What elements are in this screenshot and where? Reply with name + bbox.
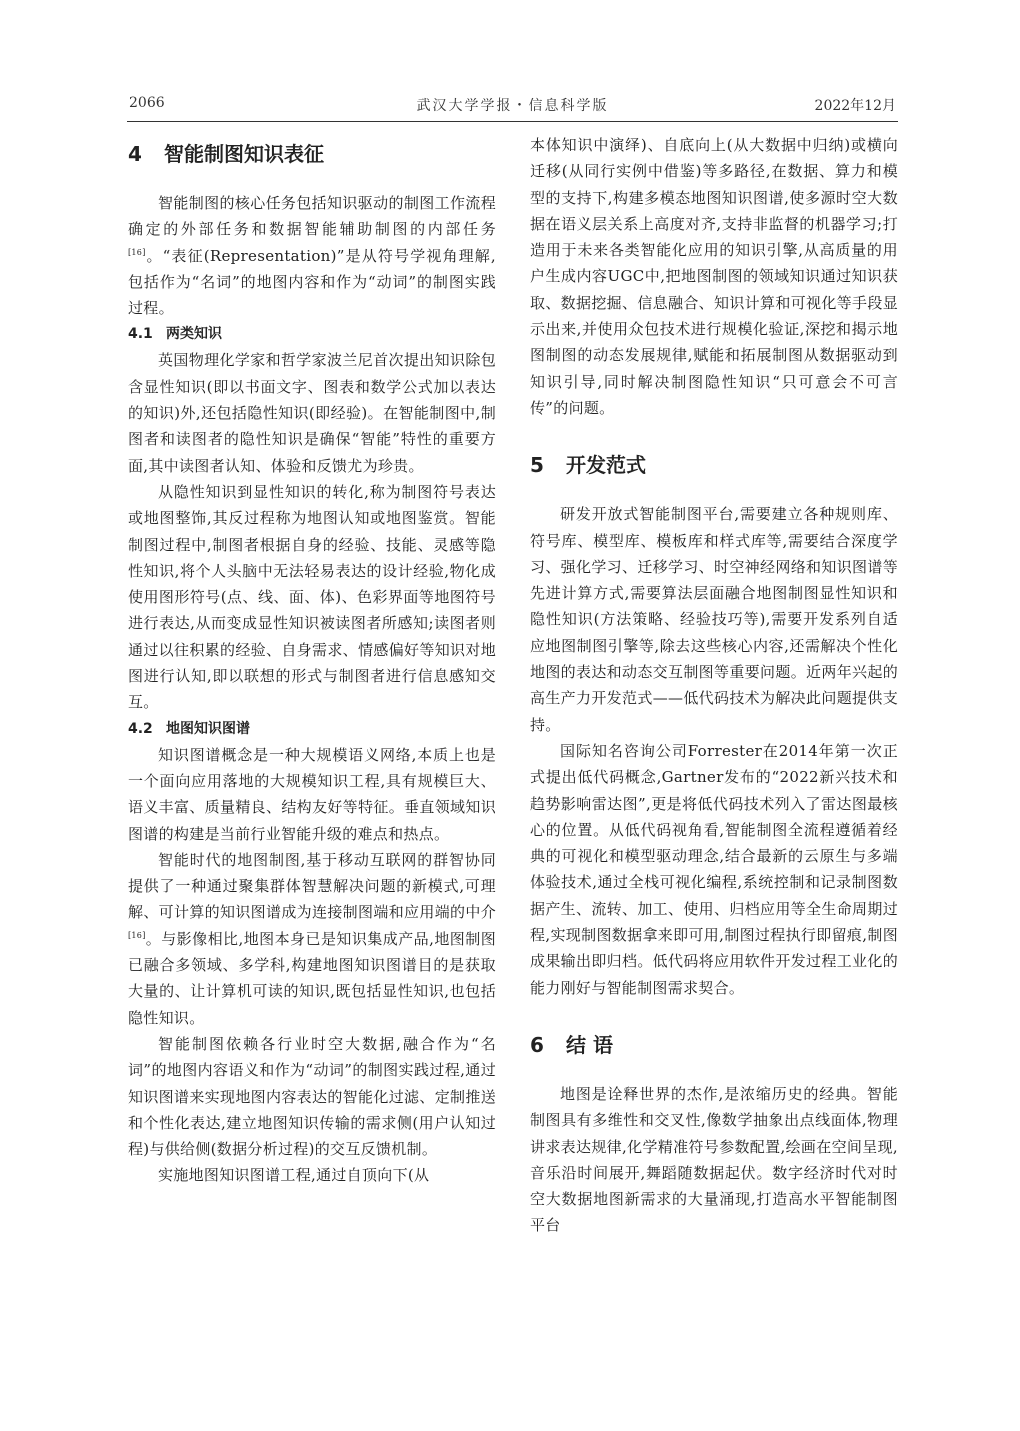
section-number: 6 [530,1032,544,1057]
section-title: 结 语 [566,1032,613,1057]
subsection-title: 两类知识 [166,326,222,343]
paragraph: 知识图谱概念是一种大规模语义网络,本质上也是一个面向应用落地的大规模知识工程,具有规模巨大、语义丰富、质量精良、结构友好等特征。垂直领域知识图谱的构建是当前行业智能升级的难点和热点。 [128,745,496,843]
subsection-title: 地图知识图谱 [166,720,250,737]
citation: [16] [128,247,146,257]
paragraph: 实施地图知识图谱工程,通过自顶向下(从 [158,1166,430,1185]
paragraph: 从隐性知识到显性知识的转化,称为制图符号表达或地图整饰,其反过程称为地图认知或地图鉴赏。智能制图过程中,制图者根据自身的经验、技能、灵感等隐性知识,将个人头脑中无法轻易表达的设计经验,物化成使用图形符号(点、线、面、体)、色彩界面等地图符号进行表达,从而变成显性知识被读图者所感知;读图者则通过以往积累的经验、自身需求、情感偏好等知识对地图进行认知,即以联想的形式与制图者进行信息感知交互。 [128,482,496,712]
paragraph: 地图是诠释世界的杰作,是浓缩历史的经典。智能制图具有多维性和交叉性,像数学抽象出点线面体,物理讲求表达规律,化学精准符号参数配置,绘画在空间呈现,音乐沿时间展开,舞蹈随数据起伏。数字经济时代对时空大数据地图新需求的大量涌现,打造高水平智能制图平台 [530,1084,898,1235]
subsection-number: 4.2 [128,720,153,737]
section-heading [530,443,898,487]
section-heading [128,132,496,176]
subsection-number: 4.1 [128,326,153,343]
page-number: 2066 [129,95,165,111]
right-column [530,132,898,1239]
subsection-heading [128,716,496,742]
left-column [128,132,496,1189]
issue-date: 2022年12月 [814,98,896,114]
paragraph: 智能制图依赖各行业时空大数据,融合作为“名词”的地图内容语义和作为“动词”的制图实践过程,通过知识图谱来实现地图内容表达的智能化过滤、定制推送和个性化表达,建立地图知识传输的需求侧(用户认知过程)与供给侧(数据分析过程)的交互反馈机制。 [128,1034,496,1159]
section-number: 4 [128,142,142,166]
paragraph: 研发开放式智能制图平台,需要建立各种规则库、符号库、模型库、模板库和样式库等,需要结合深度学习、强化学习、迁移学习、时空神经网络和知识图谱等先进计算方式,需要算法层面融合地图制图显性知识和隐性知识(方法策略、经验技巧等),需要开发系列自适应地图制图引擎等,除去这些核心内容,还需解决个性化地图的表达和动态交互制图等重要问题。近两年兴起的高生产力开发范式——低代码技术为解决此问题提供支持。 [530,505,898,734]
paragraph: 本体知识中演绎)、自底向上(从大数据中归纳)或横向迁移(从同行实例中借鉴)等多路径,在数据、算力和模型的支持下,构建多模态地图知识图谱,使多源时空大数据在语义层关系上高度对齐,支持非监督的机器学习;打造用于未来各类智能化应用的知识引擎,从高质量的用户生成内容UGC中,把地图制图的领域知识通过知识获取、数据挖掘、信息融合、知识计算和可视化等手段显示出来,并使用众包技术进行规模化验证,深挖和揭示地图制图的动态发展规律,赋能和拓展制图从数据驱动到知识引导,同时解决制图隐性知识“只可意会不可言传”的问题。 [530,136,898,417]
section-title: 开发范式 [566,453,646,478]
section-heading [530,1023,898,1067]
paragraph: 英国物理化学家和哲学家波兰尼首次提出知识除包含显性知识(即以书面文字、图表和数学公式加以表达的知识)外,还包括隐性知识(即经验)。在智能制图中,制图者和读图者的隐性知识是确保“智能”特性的重要方面,其中读图者认知、体验和反馈尤为珍贵。 [128,351,496,475]
paragraph: 智能制图的核心任务包括知识驱动的制图工作流程确定的外部任务和数据智能辅助制图的内部任务[16]。“表征(Representation)”是从符号学视角理解,包括作为“名词”的地图内容和作为“动词”的制图实践过程。 [128,194,496,318]
paragraph: 智能时代的地图制图,基于移动互联网的群智协同提供了一种通过聚集群体智慧解决问题的新模式,可理解、可计算的知识图谱成为连接制图端和应用端的中介[16]。与影像相比,地图本身已是知识集成产品,地图制图已融合多领域、多学科,构建地图知识图谱目的是获取大量的、让计算机可读的知识,既包括显性知识,也包括隐性知识。 [128,850,496,1027]
subsection-heading [128,321,496,347]
section-title: 智能制图知识表征 [164,142,324,166]
paragraph: 国际知名咨询公司Forrester在2014年第一次正式提出低代码概念,Gartner发布的“2022新兴技术和趋势影响雷达图”,更是将低代码技术列入了雷达图最核心的位置。从低代码视角看,智能制图全流程遵循着经典的可视化和模型驱动理念,结合最新的云原生与多端体验技术,通过全栈可视化编程,系统控制和记录制图数据产生、流转、加工、使用、归档应用等全生命周期过程,实现制图数据拿来即可用,制图过程执行即留痕,制图成果输出即归档。低代码将应用软件开发过程工业化的能力刚好与智能制图需求契合。 [530,741,898,997]
section-number: 5 [530,453,544,478]
citation: [16] [128,930,146,940]
running-header [127,93,898,122]
journal-title: 武汉大学学报・信息科学版 [416,98,609,114]
